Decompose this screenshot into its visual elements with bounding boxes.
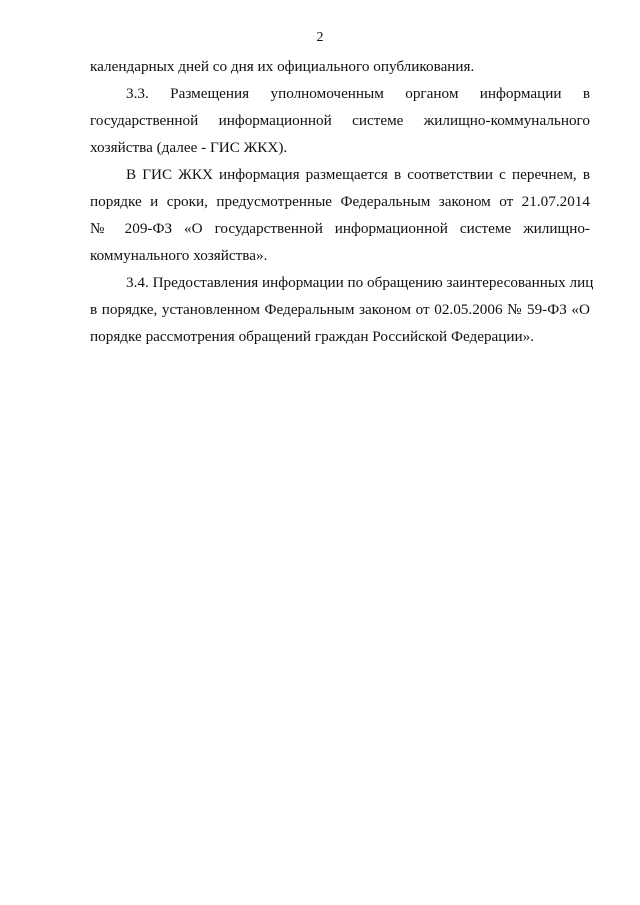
paragraph-line: календарных дней со дня их официального опубликования. bbox=[90, 58, 475, 75]
paragraph-line: коммунального хозяйства». bbox=[90, 247, 268, 264]
paragraph-line: хозяйства (далее - ГИС ЖКХ). bbox=[90, 139, 288, 156]
paragraph-line: порядке и сроки, предусмотренные Федеральным законом от 21.07.2014 bbox=[90, 193, 590, 210]
page-number: 2 bbox=[316, 30, 324, 45]
paragraph-line: 3.4. Предоставления информации по обращению заинтересованных лиц bbox=[126, 274, 594, 291]
paragraph-line: государственной информационной системе жилищно-коммунального bbox=[90, 112, 590, 129]
paragraph-line: порядке рассмотрения обращений граждан Российской Федерации». bbox=[90, 328, 535, 345]
paragraph-line: в порядке, установленном Федеральным законом от 02.05.2006 № 59-ФЗ «О bbox=[90, 301, 590, 318]
document-body bbox=[90, 53, 594, 350]
paragraph-line: № 209-ФЗ «О государственной информационной системе жилищно- bbox=[90, 220, 590, 237]
paragraph-line: В ГИС ЖКХ информация размещается в соответствии с перечнем, в bbox=[126, 166, 590, 183]
paragraph-line: 3.3. Размещения уполномоченным органом информации в bbox=[126, 85, 590, 102]
